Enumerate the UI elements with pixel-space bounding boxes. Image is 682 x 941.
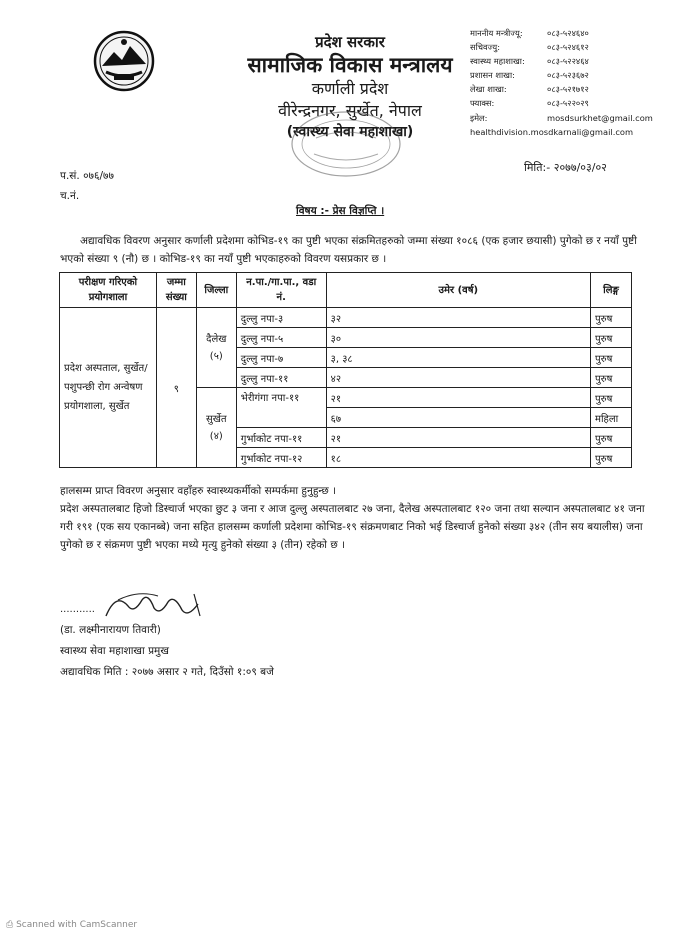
total-cell: ९ [156,308,196,468]
office-stamp [286,108,406,180]
gender-cell: पुरुष [590,368,631,388]
subject-line: विषय :- प्रेस विज्ञप्ति । [296,205,385,217]
contact-label: इमेल: [470,112,488,123]
header-province: कर्णाली प्रदेश [311,79,389,98]
age-cell: ३२ [326,308,590,328]
signer-title: स्वास्थ्य सेवा महाशाखा प्रमुख [60,645,169,657]
contact-value: ०८३-५२४६१२ [547,42,589,53]
age-cell: १८ [326,448,590,468]
contact-label: फ्याक्स: [470,98,495,109]
gender-cell: पुरुष [590,448,631,468]
contact-value: ०८३-५२१७१२ [547,84,589,95]
col-header-age: उमेर (वर्ष) [326,273,590,308]
col-header-gender: लिङ्ग [590,273,631,308]
gender-cell: महिला [590,408,631,428]
contact-label: माननीय मन्त्रीज्यू: [470,28,523,38]
cases-table [59,272,632,468]
district-cell-surkhet [196,388,236,468]
col-header-district: जिल्ला [196,273,236,308]
district-count: (४) [209,430,223,442]
signer-name: (डा. लक्ष्मीनारायण तिवारी) [60,624,161,636]
district-name: दैलेख [206,333,227,345]
gender-cell: पुरुष [590,348,631,368]
age-cell: ३० [326,328,590,348]
discharge-paragraph: प्रदेश अस्पतालबाट हिजो डिस्चार्ज भएका छुट ३ जना र आज दुल्लु अस्पतालबाट २७ जना, दैलेख अस्पतालबाट १२० जना तथा सल्यान अस्पतालबाट ४१ जना गरी १९१ (एक सय एकानब्बे) जना सहित हालसम्म कर्णाली प्रदेशमा कोभिड-१९ संक्रमणबाट निको भई डिस्चार्ज हुनेको संख्या ३४२ (तीन सय बयालीस) जना पुगेको छ र संक्रमण पुष्टी भएका मध्ये मृत्यु हुनेको संख्या ३ (तीन) रहेको छ । [60,503,645,551]
gender-cell: पुरुष [590,308,631,328]
municipality-cell: दुल्लु नपा-११ [236,368,326,388]
contact-row [470,40,675,54]
contact-row [470,54,675,68]
contact-label: स्वास्थ्य महाशाखा: [470,56,525,67]
district-name: सुर्खेत [205,413,227,425]
contact-row [470,96,675,110]
signer-block [60,620,274,683]
age-cell: २१ [326,428,590,448]
lab-cell: प्रदेश अस्पताल, सुर्खेत/ पशुपन्छी रोग अन्वेषण प्रयोगशाला, सुर्खेत [60,308,157,468]
contact-value: ०८३-५२४६४० [547,28,589,38]
contact-row [470,125,675,139]
header-address: वीरेन्द्रनगर, सुर्खेत, नेपाल [278,101,422,120]
reference-block [60,166,114,206]
signature-dots: ........... [60,604,95,615]
update-timestamp: अद्यावधिक मिति : २०७७ असार २ गते, दिउँसो १:०९ बजे [60,666,274,678]
contact-row [470,68,675,82]
gender-cell: पुरुष [590,428,631,448]
age-cell: २१ [326,388,590,408]
municipality-cell: दुल्लु नपा-७ [236,348,326,368]
gender-cell: पुरुष [590,328,631,348]
municipality-cell: गुर्भाकोट नपा-१२ [236,448,326,468]
contact-value: ०८३-५२२०२९ [547,98,589,109]
col-header-lab: परीक्षण गरिएको प्रयोगशाला [60,273,157,308]
age-cell: ६७ [326,408,590,428]
age-cell: ३, ३८ [326,348,590,368]
contact-row [470,111,675,125]
contact-label: प्रशासन शाखा: [470,70,515,81]
header-government: प्रदेश सरकार [315,33,385,51]
header-division: (स्वास्थ्य सेवा महाशाखा) [286,124,414,140]
header-ministry: सामाजिक विकास मन्त्रालय [247,53,453,77]
col-header-municipality: न.पा./गा.पा., वडा नं. [236,273,326,308]
email-link[interactable]: healthdivision.mosdkarnali@gmail.com [470,126,634,137]
patra-sankhya: प.सं. ०७६/७७ [60,170,114,182]
contact-row [470,26,675,40]
letter-date: मिति:- २०७७/०३/०२ [524,161,607,174]
scanned-text: Scanned with CamScanner [16,920,138,930]
age-cell: ४२ [326,368,590,388]
municipality-cell: दुल्लु नपा-५ [236,328,326,348]
intro-paragraph: अद्यावधिक विवरण अनुसार कर्णाली प्रदेशमा कोभिड-१९ का पुष्टी भएका संक्रमितहरुको जम्मा संख्या १०८६ (एक हजार छयासी) पुगेको छ र नयाँ पुष्टी भएको संख्या ९ (नौ) छ । कोभिड-१९ का नयाँ पुष्टी भएकाहरुको विवरण यसप्रकार छ । [60,235,637,265]
handwritten-signature [98,586,208,624]
municipality-cell: गुर्भाकोट नपा-११ [236,428,326,448]
camscanner-icon: ⎙ [6,920,14,930]
body-paragraphs [60,482,650,554]
col-header-total: जम्मा संख्या [156,273,196,308]
nepal-emblem-logo [92,30,156,92]
contact-value: ०८३-५२३६७२ [547,70,589,81]
contact-status-paragraph: हालसम्म प्राप्त विवरण अनुसार वहाँहरु स्वास्थ्यकर्मीको सम्पर्कमा हुनुहुन्छ । [60,485,337,497]
table-row [60,308,632,328]
municipality-cell: भेरीगंगा नपा-११ [236,388,326,428]
table-header-row [60,273,632,308]
email-link[interactable]: mosdsurkhet@gmail.com [547,112,653,123]
chalani-number: च.नं. [60,190,80,202]
contact-label: सचिवज्यु: [470,42,500,53]
district-count: (५) [209,350,223,362]
contact-label: लेखा शाखा: [470,84,507,95]
municipality-cell: दुल्लु नपा-३ [236,308,326,328]
district-cell-dailekh [196,308,236,388]
scanner-watermark [6,920,137,930]
contact-value: ०८३-५२२४६४ [547,56,589,67]
contact-row [470,82,675,96]
gender-cell: पुरुष [590,388,631,408]
contact-list [470,26,675,139]
